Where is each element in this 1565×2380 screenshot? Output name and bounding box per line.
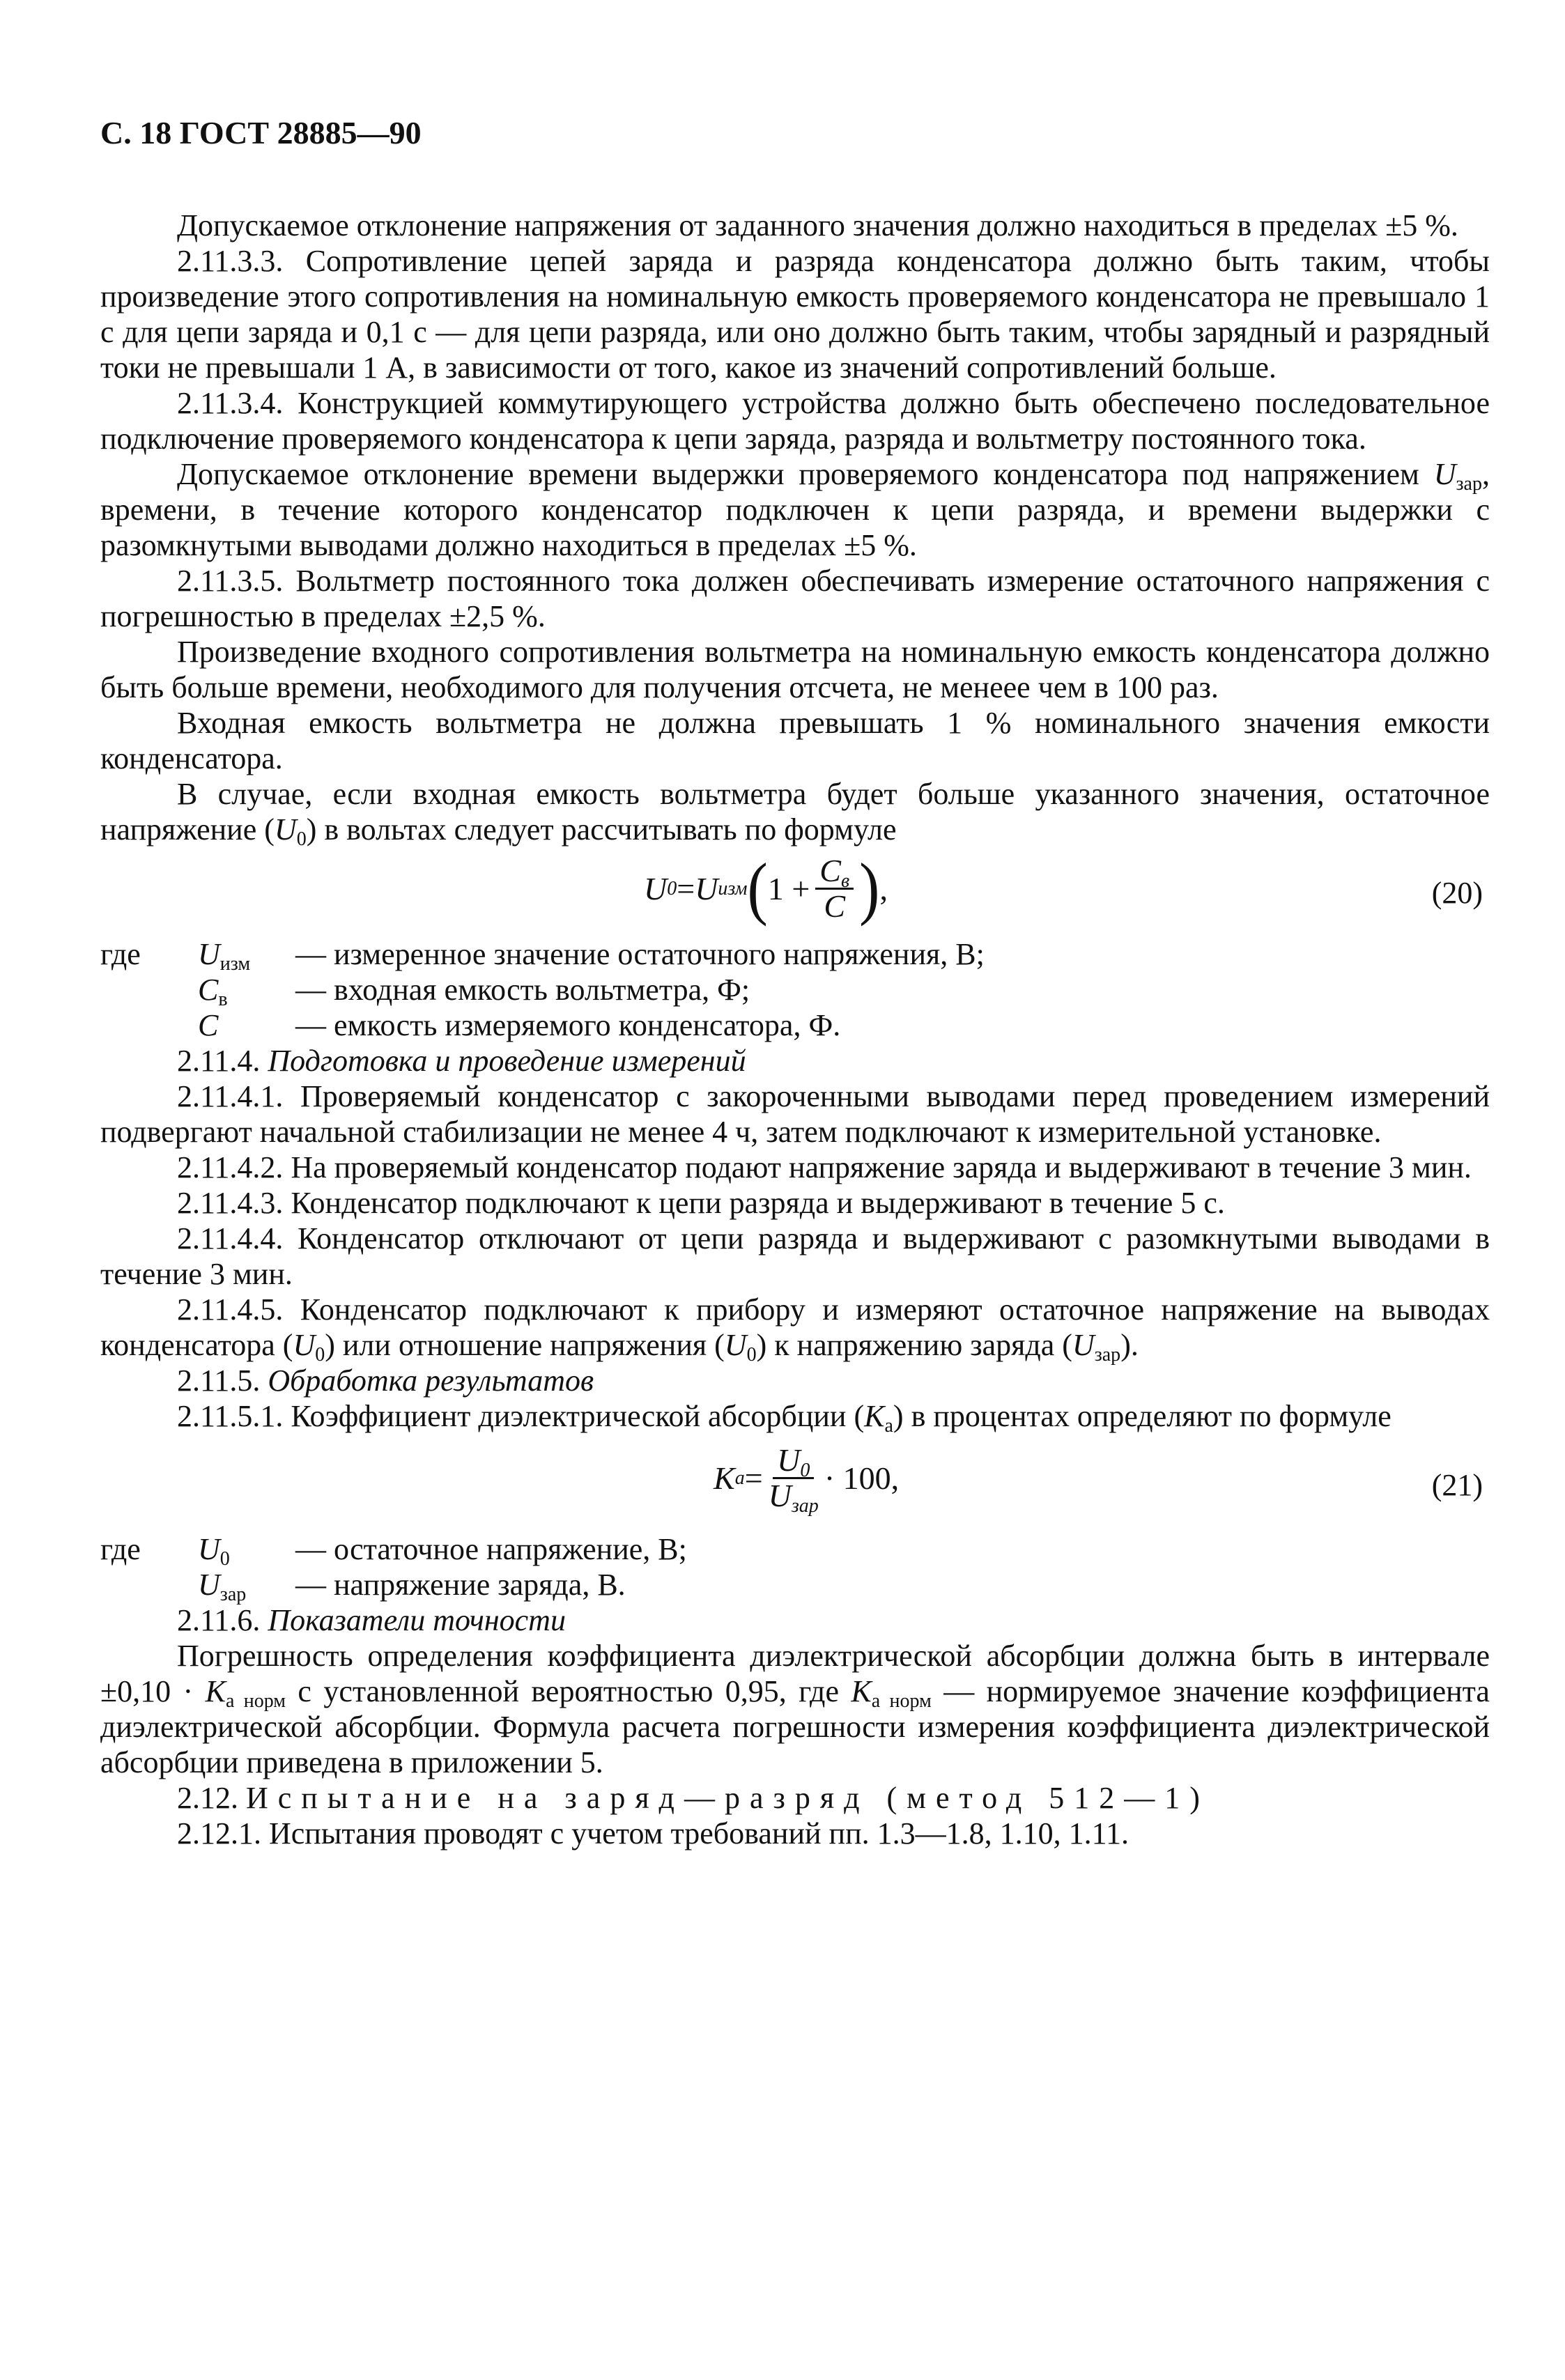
definitions-20: где $U_{изм}$ — измеренное значение остаточного напряжения, В; $C_в$ — входная емкость вольтметра, Ф; C — емкость измеряемого конденсатора, Ф. — [100, 937, 985, 1042]
paragraph: 2.11.4.4. Конденсатор отключают от цепи разряда и выдерживают с разомкнутыми выводами в течение 3 мин. — [100, 1221, 1490, 1291]
formula-20: U 0 = U изм ( 1 + $\frac{C_в}{C}$ ) , (20) — [644, 849, 1483, 927]
section-heading: 2.12. Испытание на заряд—разряд (метод 512—1) — [177, 1781, 1210, 1815]
paragraph: 2.12.1. Испытания проводят с учетом требований пп. 1.3—1.8, 1.10, 1.11. — [177, 1816, 1129, 1850]
page-header: С. 18 ГОСТ 28885—90 — [100, 115, 422, 150]
paragraph: 2.11.5.1. Коэффициент диэлектрической абсорбции $(K_а)$ в процентах определяют по формуле — [177, 1399, 1391, 1437]
paragraph: Погрешность определения коэффициента диэлектрической абсорбции должна быть в интервале $\pm 0,10 \cdot K_{а норм}$ с установленной вероятностью 0,95, где $K_{а норм}$ — нормируемое значение коэффициента диэлектрической абсорбции. Формула расчета погрешности измерения коэффициента диэлектрической абсорбции приведена в приложении 5. — [100, 1639, 1490, 1779]
formula-number: (21) — [1431, 1468, 1483, 1502]
paragraph: Допускаемое отклонение времени выдержки проверяемого конденсатора под напряжением $U_{зар}$, времени, в течение которого конденсатор подключен к цепи разряда, и времени выдержки с разомкнутыми выводами должно находиться в пределах ±5 %. — [100, 457, 1490, 562]
section-heading: 2.11.6. Показатели точности — [177, 1603, 566, 1637]
paragraph: 2.11.4.1. Проверяемый конденсатор с закороченными выводами перед проведением измерений подвергают начальной стабилизации не менее 4 ч, затем подключают к измерительной установке. — [100, 1079, 1490, 1149]
paragraph: 2.11.4.3. Конденсатор подключают к цепи разряда и выдерживают в течение 5 с. — [177, 1186, 1225, 1220]
formula-number: (20) — [1431, 876, 1483, 910]
paragraph: Входная емкость вольтметра не должна превышать 1 % номинального значения емкости конденсатора. — [100, 706, 1490, 775]
section-heading: 2.11.4. Подготовка и проведение измерений — [177, 1044, 746, 1078]
formula-21: K а = $\frac{U_0}{U_{зар}}$ · 100, (21) — [714, 1442, 1483, 1517]
section-heading: 2.11.5. Обработка результатов — [177, 1363, 594, 1398]
paragraph: 2.11.3.4. Конструкцией коммутирующего устройства должно быть обеспечено последовательное подключение проверяемого конденсатора к цепи заряда, разряда и вольтметру постоянного тока. — [100, 386, 1490, 456]
paragraph: Допускаемое отклонение напряжения от заданного значения должно находиться в пределах ±5 %. — [177, 208, 1458, 242]
paragraph: 2.11.3.3. Сопротивление цепей заряда и разряда конденсатора должно быть таким, чтобы произведение этого сопротивления на номинальную емкость проверяемого конденсатора не превышало 1 с для цепи заряда и 0,1 с — для цепи разряда, или оно должно быть таким, чтобы зарядный и разрядный токи не превышали 1 А, в зависимости от того, какое из значений сопротивлений больше. — [100, 244, 1490, 385]
paragraph: 2.11.4.5. Конденсатор подключают к прибору и измеряют остаточное напряжение на выводах конденсатора $(U_0)$ или отношение напряжения $(U_0)$ к напряжению заряда $(U_{зар})$. — [100, 1292, 1490, 1366]
paragraph: Произведение входного сопротивления вольтметра на номинальную емкость конденсатора должно быть больше времени, необходимого для получения отсчета, не менеее чем в 100 раз. — [100, 635, 1490, 704]
paragraph: В случае, если входная емкость вольтметра будет больше указанного значения, остаточное напряжение $(U_0)$ в вольтах следует рассчитывать по формуле — [100, 777, 1490, 850]
paragraph: 2.11.3.5. Вольтметр постоянного тока должен обеспечивать измерение остаточного напряжения с погрешностью в пределах ±2,5 %. — [100, 564, 1490, 633]
definitions-21: где $U_0$ — остаточное напряжение, В; $U_{зар}$ — напряжение заряда, В. — [100, 1532, 687, 1605]
document-page — [100, 115, 1490, 1851]
paragraph: 2.11.4.2. На проверяемый конденсатор подают напряжение заряда и выдерживают в течение 3 мин. — [177, 1150, 1472, 1184]
